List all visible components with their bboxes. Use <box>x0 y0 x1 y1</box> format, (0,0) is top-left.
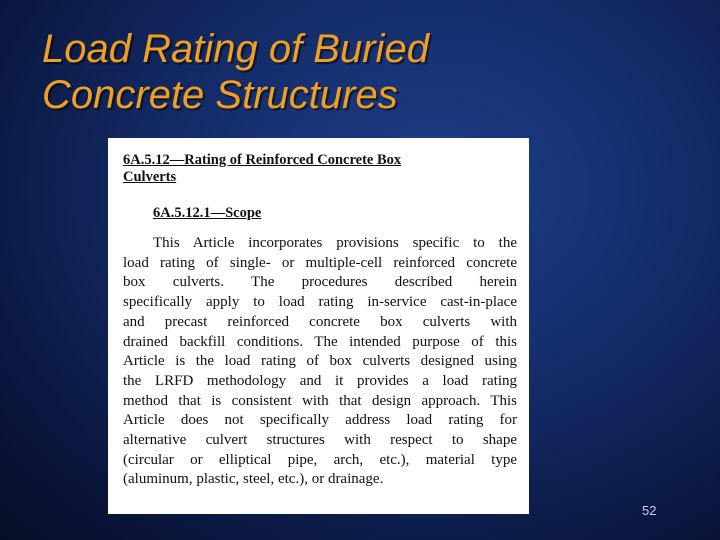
slide-number: 52 <box>642 503 657 518</box>
body-line: (circular or elliptical pipe, arch, etc.), material type <box>123 451 517 468</box>
body-line: Article does not specifically address load rating for <box>123 412 517 429</box>
slide-title-line-1: Load Rating of Buried <box>42 27 429 71</box>
body-line: specifically apply to load rating in-service cast-in-place <box>123 294 517 311</box>
body-line: the LRFD methodology and it provides a load rating <box>123 372 517 389</box>
body-line: alternative culvert structures with respect to shape <box>123 432 517 449</box>
body-line: and precast reinforced concrete box culverts with <box>123 313 517 330</box>
section-heading-line-2: Culverts <box>123 169 177 185</box>
body-line: load rating of single- or multiple-cell reinforced concrete <box>123 254 517 271</box>
body-line: Article is the load rating of box culverts designed using <box>123 353 517 370</box>
document-body <box>123 234 517 490</box>
slide-title-line-2: Concrete Structures <box>42 73 398 117</box>
slide-title <box>42 26 642 118</box>
body-line: This Article incorporates provisions specific to the <box>153 235 517 251</box>
section-heading <box>123 152 517 186</box>
subsection-heading: 6A.5.12.1—Scope <box>153 205 262 221</box>
section-heading-line-1: 6A.5.12—Rating of Reinforced Concrete Box <box>123 152 402 168</box>
body-line: (aluminum, plastic, steel, etc.), or drainage. <box>123 471 384 488</box>
body-line: method that is consistent with that design approach. This <box>123 392 517 409</box>
document-excerpt <box>108 138 529 514</box>
body-line: drained backfill conditions. The intended purpose of this <box>123 333 517 350</box>
body-line: box culverts. The procedures described herein <box>123 274 517 291</box>
